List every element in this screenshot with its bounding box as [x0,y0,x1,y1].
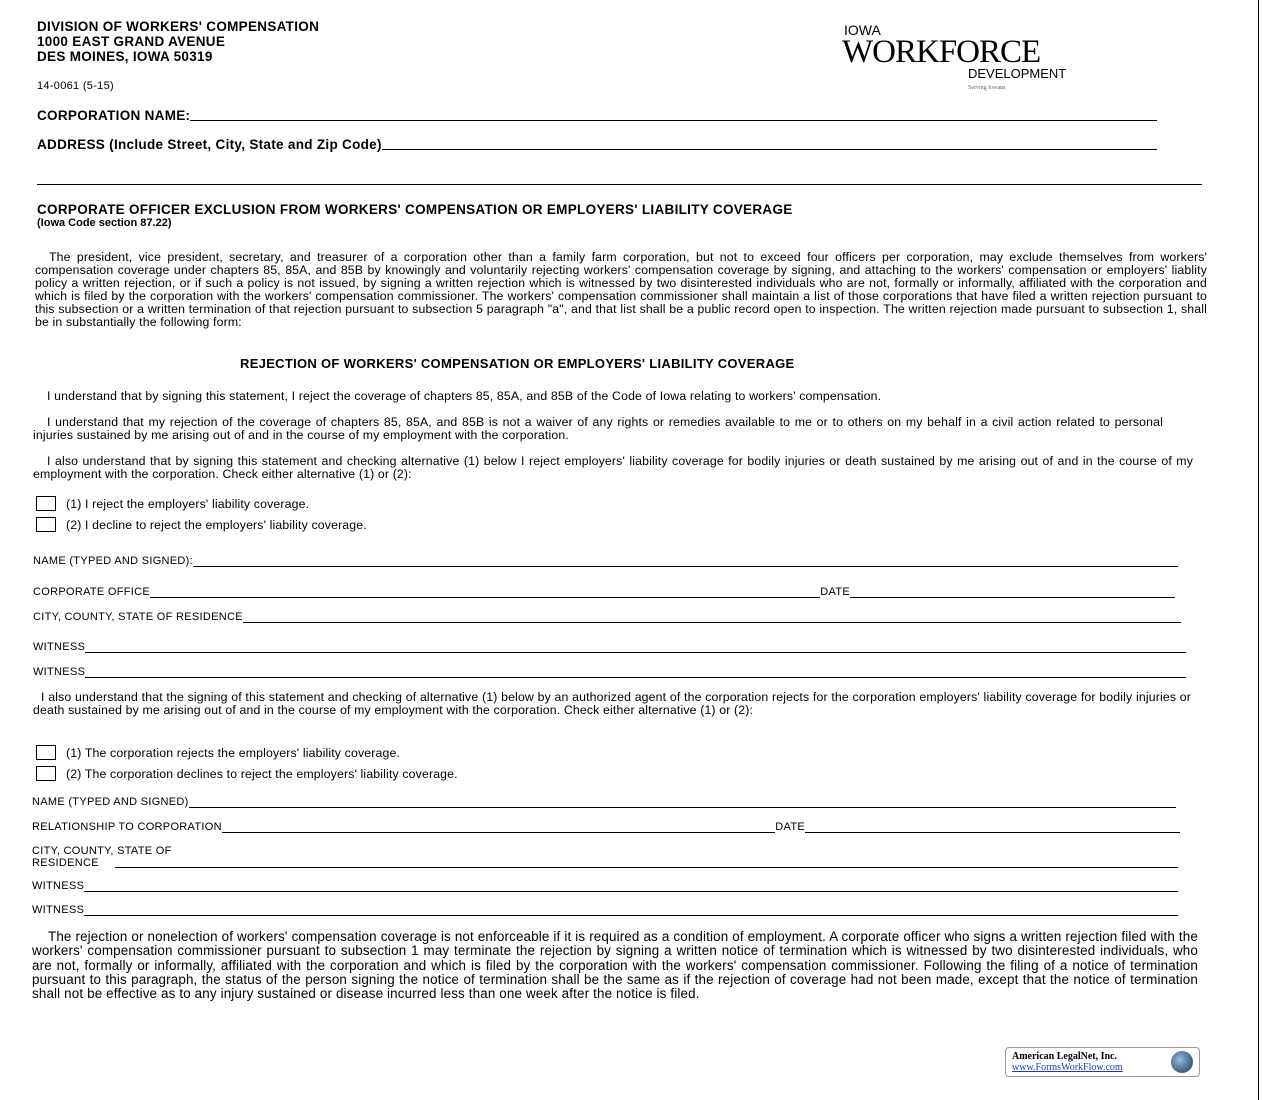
option-2-corp-declines[interactable] [36,766,458,781]
form-number: 14-0061 (5-15) [37,80,114,92]
footer-company: American LegalNet, Inc. [1012,1051,1117,1062]
closing-paragraph: The rejection or nonelection of workers' compensation coverage is not enforceable if it is required as a condition of employment. A corporate officer who signs a written rejection filed with the workers' compensation commissioner pursuant to subsection 1 may terminate the rejection by signing a written notice of termination which is witnessed by two disinterested individuals, who are not, formally or informally, affiliated with the corporation and which is filed by the corporation with the workers' compensation commissioner. Following the filing of a notice of termination pursuant to this paragraph, the status of the person signing the notice of termination shall be the same as if the rejection of coverage had not been made, except that the notice of termination shall not be effective as to any injury sustained or disease incurred less than one week after the notice is filed. [32,929,1198,1002]
corporation-name-label: CORPORATION NAME: [37,108,191,123]
field-label: CORPORATE OFFICE [33,586,151,598]
field-label: WITNESS [33,641,86,653]
address-line-2[interactable] [37,184,1202,185]
field-line[interactable] [193,566,1178,567]
logo-iowa: IOWA [844,22,881,38]
page-edge [1258,0,1259,1100]
address-field[interactable] [37,137,1157,152]
code-reference: (Iowa Code section 87.22) [37,217,172,229]
field-label: WITNESS [32,904,85,916]
logo-tagline: Serving Iowans [968,85,1006,91]
footer-url[interactable]: www.FormsWorkFlow.com [1012,1062,1123,1073]
corporate-office-field[interactable] [33,586,1175,598]
iowa-workforce-logo [842,22,1102,91]
field-line[interactable] [189,807,1176,808]
logo-development: DEVELOPMENT [968,66,1067,81]
date-label: DATE [820,586,850,598]
corporation-name-line[interactable] [190,120,1157,121]
field-label: NAME (TYPED AND SIGNED): [33,555,193,567]
checkbox[interactable] [36,496,56,511]
field-line[interactable] [85,677,1186,678]
relationship-field[interactable] [32,821,1180,833]
option-label: (1) I reject the employers' liability coverage. [66,497,310,512]
date-line[interactable] [805,832,1180,833]
paragraph-4: I also understand that the signing of this statement and checking of alternative (1) below by an authorized agent of the corporation rejects for the corporation employers' liability coverage for bodily injuries or death sustained by me arising out of and in the course of my employment with the corporation. Check either alternative (1) or (2): [33,690,1191,717]
form-title: CORPORATE OFFICER EXCLUSION FROM WORKERS' COMPENSATION OR EMPLOYERS' LIABILITY COVERAGE [37,202,793,217]
agency-city: DES MOINES, IOWA 50319 [37,49,213,64]
officer-name-field[interactable] [33,555,1178,567]
globe-icon [1171,1051,1193,1073]
date-label: DATE [775,821,805,833]
checkbox[interactable] [36,766,56,781]
agency-street: 1000 EAST GRAND AVENUE [37,34,226,49]
field-label: CITY, COUNTY, STATE OF RESIDENCE [33,611,243,623]
option-label: (1) The corporation rejects the employers' liability coverage. [66,746,401,761]
field-label: CITY, COUNTY, STATE OF [32,845,172,857]
field-label: WITNESS [33,666,86,678]
date-line[interactable] [850,597,1175,598]
logo-workforce: WORKFORCE [842,34,1041,70]
field-label: RESIDENCE [32,857,99,869]
field-label: WITNESS [32,880,85,892]
option-1-reject[interactable] [36,496,309,511]
field-label: RELATIONSHIP TO CORPORATION [32,821,222,833]
witness-2-field-2[interactable] [32,904,1178,916]
residence-label-2 [32,845,172,869]
paragraph-2: I understand that my rejection of the coverage of chapters 85, 85A, and 85B is not a waiver of any rights or remedies available to me or to others on my behalf in a civil action related to personal injuries sustained by me arising out of and in the course of my employment with the corporation. [33,415,1163,442]
checkbox[interactable] [36,745,56,760]
option-label: (2) I decline to reject the employers' liability coverage. [66,518,367,533]
witness-2-field[interactable] [33,666,1186,678]
field-line[interactable] [222,832,775,833]
field-label: NAME (TYPED AND SIGNED) [32,796,189,808]
field-line[interactable] [84,915,1178,916]
paragraph-3: I also understand that by signing this statement and checking alternative (1) below I reject employers' liability coverage for bodily injuries or death sustained by me arising out of and in the course of my employment with the corporation. Check either alternative (1) or (2): [33,454,1193,481]
field-line[interactable] [84,891,1178,892]
intro-paragraph: The president, vice president, secretary, and treasurer of a corporation other than a family farm corporation, but not to exceed four officers per corporation, may exclude themselves from workers' compensation coverage under chapters 85, 85A, and 85B by knowingly and voluntarily rejecting workers' compensation coverage by signing, and attaching to the workers' compensation or employers' liablity policy a written rejection, or if such a policy is not issued, by signing a written rejection which is witnessed by two disinterested individuals who are not, formally or informally, affiliated with the corporation and which is filed by the corporation with the workers' compensation commissioner. The workers' compensation commissioner shall maintain a list of those corporations that have filed a written rejection pursuant to this subsection or a written termination of that rejection pursuant to subsection 5 paragraph "a", and that list shall be a public record open to inspection. The written rejection made pursuant to subsection 1, shall be in substantially the following form: [35,250,1207,329]
agency-name: DIVISION OF WORKERS' COMPENSATION [37,19,320,34]
corporation-name-field[interactable] [37,108,1157,123]
address-line[interactable] [382,149,1157,150]
residence-field[interactable] [33,611,1181,623]
address-label: ADDRESS (Include Street, City, State and Zip Code) [37,137,382,152]
field-line[interactable] [150,597,820,598]
witness-1-field-2[interactable] [32,880,1178,892]
agency-address [37,19,319,64]
american-legalnet-badge[interactable] [1005,1047,1200,1077]
option-1-corp-rejects[interactable] [36,745,400,760]
option-label: (2) The corporation declines to reject the employers' liability coverage. [66,767,458,782]
checkbox[interactable] [36,517,56,532]
witness-1-field[interactable] [33,641,1186,653]
rejection-subtitle: REJECTION OF WORKERS' COMPENSATION OR EMPLOYERS' LIABILITY COVERAGE [240,356,795,371]
officer-name-field-2[interactable] [32,796,1176,808]
option-2-decline[interactable] [36,517,367,532]
field-line[interactable] [85,652,1186,653]
paragraph-1: I understand that by signing this statement, I reject the coverage of chapters 85, 85A, and 85B of the Code of Iowa relating to workers' compensation. [47,389,882,403]
residence-line-2[interactable] [115,867,1178,868]
field-line[interactable] [243,622,1181,623]
